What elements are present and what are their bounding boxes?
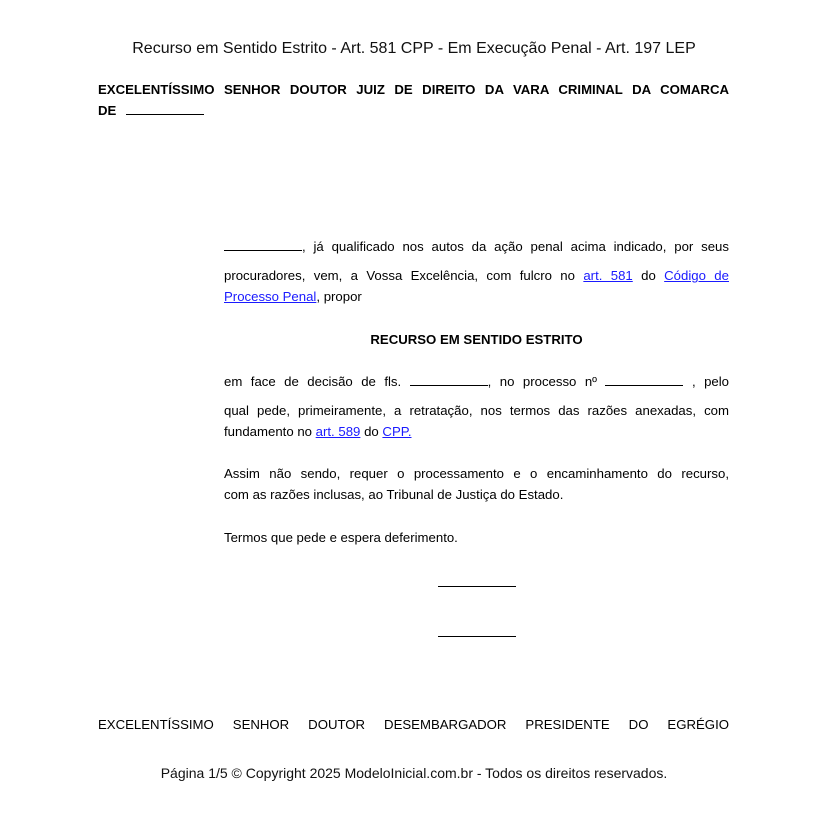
signature-line-1 — [438, 586, 516, 587]
intro-line-3 — [224, 286, 729, 307]
art-589-link[interactable]: art. 589 — [315, 424, 361, 439]
intro-text-3: do — [641, 268, 656, 283]
decision-line-2 — [224, 400, 729, 421]
decision-text-4: fundamento no — [224, 424, 312, 439]
comarca-blank — [126, 103, 204, 115]
party-name-blank — [224, 239, 302, 251]
fls-blank — [410, 374, 488, 386]
decision-text-5: do — [364, 424, 379, 439]
closing-text: Termos que pede e espera deferimento. — [224, 530, 458, 545]
intro-text-2: procuradores, vem, a Vossa Excelência, com fulcro no — [224, 268, 575, 283]
addressee-line-1: EXCELENTÍSSIMO SENHOR DOUTOR JUIZ DE DIREITO DA VARA CRIMINAL DA COMARCA — [98, 82, 729, 97]
addressee-2: EXCELENTÍSSIMO SENHOR DOUTOR DESEMBARGADOR PRESIDENTE DO EGRÉGIO — [98, 717, 729, 732]
intro-text-4: , propor — [316, 289, 362, 304]
decision-text-line-2: qual pede, primeiramente, a retratação, nos termos das razões anexadas, com — [224, 403, 729, 418]
decision-line-1 — [224, 371, 729, 392]
process-number-blank — [605, 374, 683, 386]
intro-line-1 — [224, 236, 729, 257]
section-title: RECURSO EM SENTIDO ESTRITO — [370, 332, 583, 347]
otherwise-text-1: Assim não sendo, requer o processamento e o encaminhamento do recurso, — [224, 466, 729, 481]
cpp-link[interactable]: CPP. — [382, 424, 412, 439]
otherwise-text-2: com as razões inclusas, ao Tribunal de Justiça do Estado. — [224, 487, 564, 502]
intro-line-2 — [224, 265, 729, 286]
decision-text-3: , pelo — [691, 374, 730, 389]
signature-line-2 — [438, 636, 516, 637]
codigo-processo-penal-link-part1[interactable]: Código de — [664, 268, 729, 283]
decision-text-1: em face de decisão de fls. — [224, 374, 402, 389]
document-header-title: Recurso em Sentido Estrito - Art. 581 CPP - Em Execução Penal - Art. 197 LEP — [132, 40, 696, 57]
decision-line-3 — [224, 421, 729, 442]
art-581-link[interactable]: art. 581 — [583, 268, 633, 283]
codigo-processo-penal-link-part2[interactable]: Processo Penal — [224, 289, 317, 304]
otherwise-line-1 — [224, 463, 729, 484]
decision-text-2: , no processo nº — [487, 374, 598, 389]
otherwise-line-2 — [224, 484, 729, 505]
page-footer: Página 1/5 © Copyright 2025 ModeloInicial.com.br - Todos os direitos reservados. — [160, 765, 668, 781]
addressee-de-label: DE — [98, 103, 117, 118]
intro-text-1: , já qualificado nos autos da ação penal acima indicado, por seus — [302, 239, 729, 254]
addressee-line-2 — [98, 100, 204, 121]
